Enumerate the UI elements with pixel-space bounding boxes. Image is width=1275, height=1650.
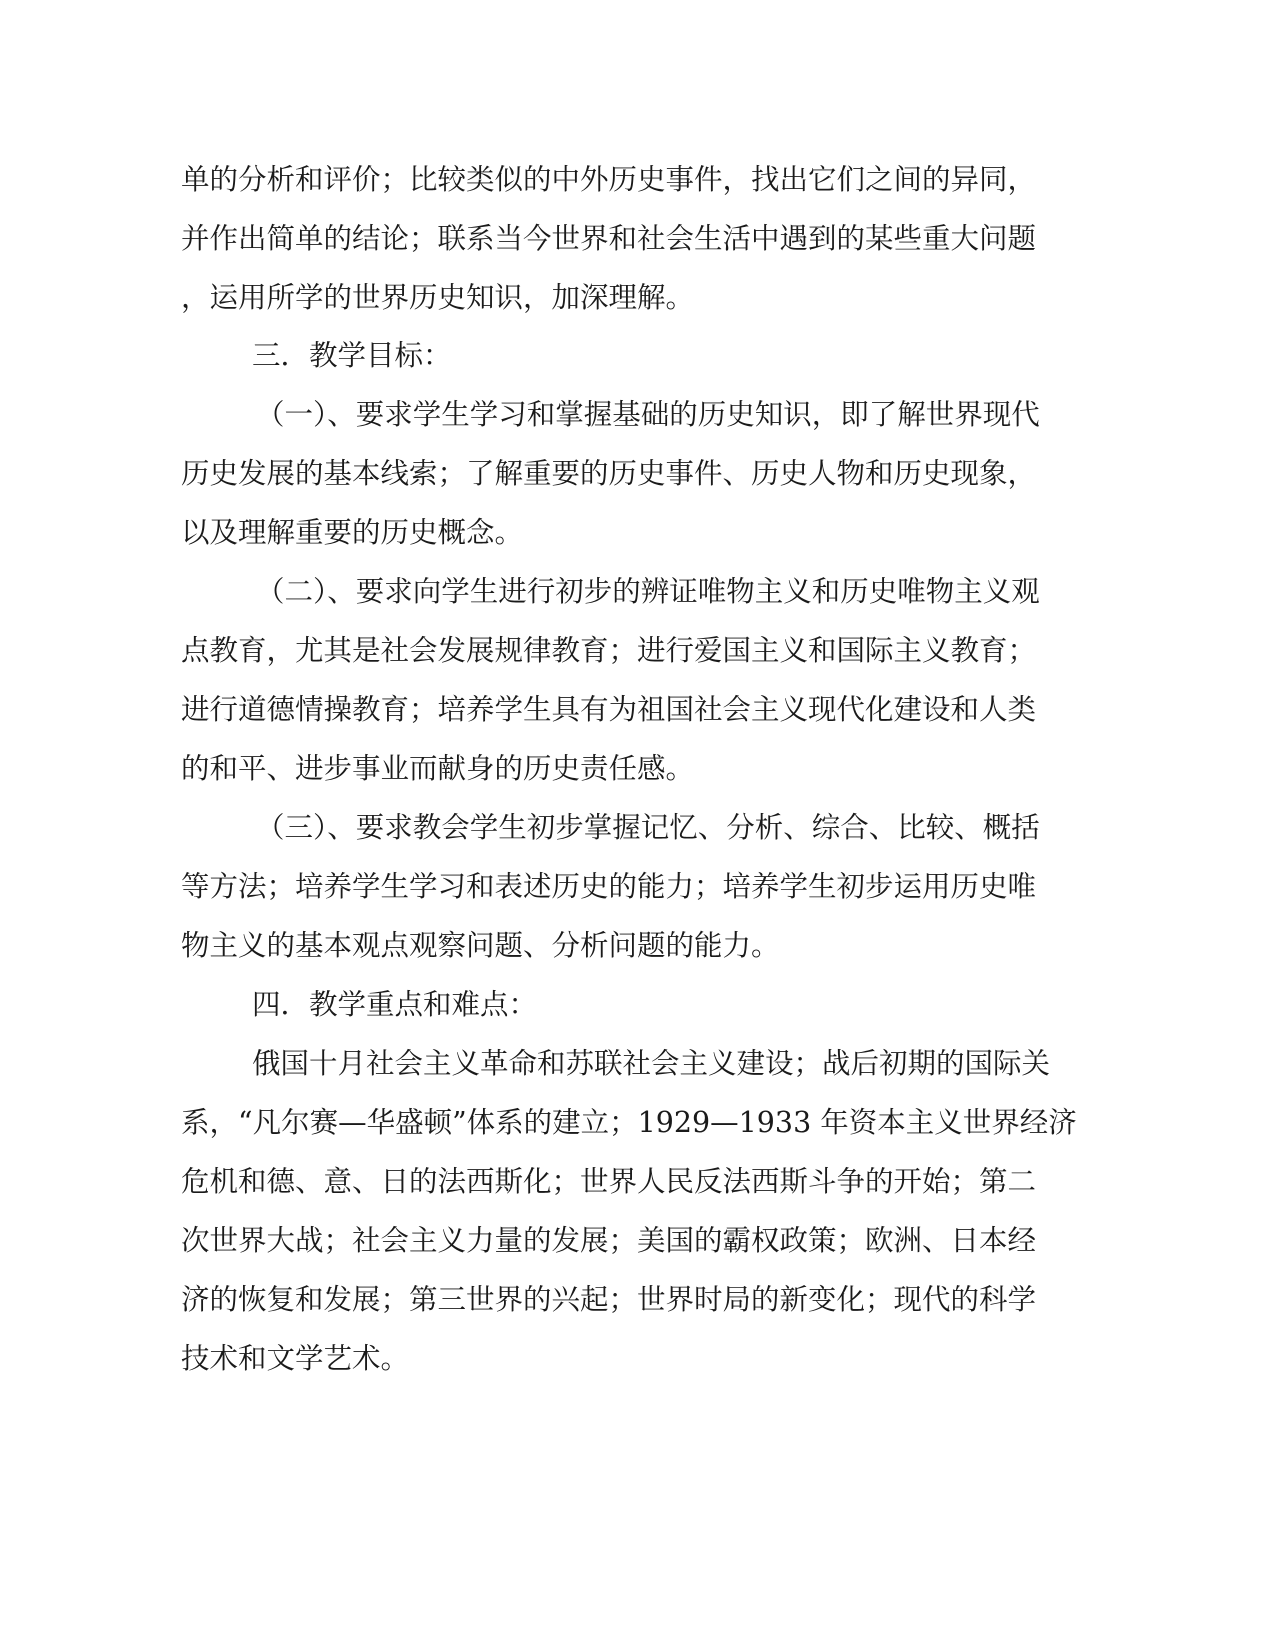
text-line: 次世界大战；社会主义力量的发展；美国的霸权政策；欧洲、日本经 (181, 1224, 1037, 1257)
text-line: 单的分析和评价；比较类似的中外历史事件，找出它们之间的异同， (181, 163, 1037, 196)
text-line: 技术和文学艺术。 (181, 1342, 410, 1375)
text-line: 进行道德情操教育；培养学生具有为祖国社会主义现代化建设和人类 (181, 693, 1037, 726)
text-line: 危机和德、意、日的法西斯化；世界人民反法西斯斗争的开始；第二 (181, 1165, 1037, 1198)
text-line: （二）、要求向学生进行初步的辨证唯物主义和历史唯物主义观 (256, 575, 1040, 608)
text-line: 等方法；培养学生学习和表述历史的能力；培养学生初步运用历史唯 (181, 870, 1037, 903)
text-line: 俄国十月社会主义革命和苏联社会主义建设；战后初期的国际关 (252, 1047, 1051, 1080)
text-line: 济的恢复和发展；第三世界的兴起；世界时局的新变化；现代的科学 (181, 1283, 1037, 1316)
text-line: ，运用所学的世界历史知识，加深理解。 (181, 281, 695, 314)
text-line: （一）、要求学生学习和掌握基础的历史知识，即了解世界现代 (256, 398, 1040, 431)
section-heading: 三．教学目标： (252, 339, 452, 372)
text-line: 点教育，尤其是社会发展规律教育；进行爱国主义和国际主义教育； (181, 634, 1037, 667)
text-line: 的和平、进步事业而献身的历史责任感。 (181, 752, 695, 785)
text-line: （三）、要求教会学生初步掌握记忆、分析、综合、比较、概括 (256, 811, 1040, 844)
text-line: 系，“凡尔赛—华盛顿”体系的建立；1929—1933 年资本主义世界经济 (181, 1106, 1077, 1139)
section-heading: 四．教学重点和难点： (252, 988, 538, 1021)
text-line: 以及理解重要的历史概念。 (181, 516, 524, 549)
text-line: 物主义的基本观点观察问题、分析问题的能力。 (181, 929, 780, 962)
text-line: 并作出简单的结论；联系当今世界和社会生活中遇到的某些重大问题 (181, 222, 1037, 255)
text-line: 历史发展的基本线索；了解重要的历史事件、历史人物和历史现象， (181, 457, 1037, 490)
